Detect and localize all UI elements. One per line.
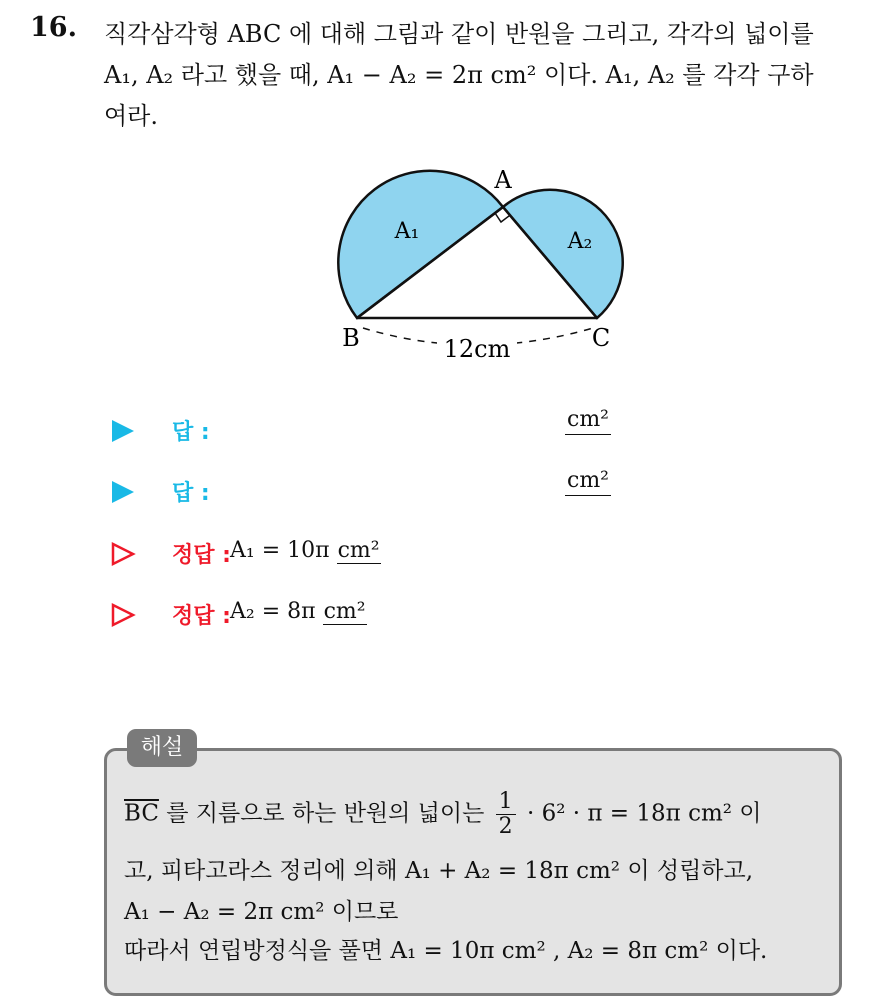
label-c: C — [591, 324, 611, 352]
answer-blank-unit: cm² — [565, 407, 611, 435]
answer-row-1 — [110, 407, 610, 449]
label-b: B — [342, 324, 360, 352]
solution-row-1 — [110, 538, 380, 572]
question-line-3: 여라. — [104, 102, 158, 130]
label-bc-length: 12cm — [443, 335, 511, 363]
right-angle-mark — [495, 213, 509, 222]
explanation-badge: 해설 — [127, 729, 197, 767]
explanation-line-1 — [124, 790, 762, 839]
solution-row-2 — [110, 599, 366, 633]
explanation-line-1b: · 6² · π = 18π cm² 이 — [526, 800, 762, 827]
fraction-one-half — [496, 790, 516, 839]
play-marker-icon — [110, 418, 136, 444]
outline-triangle-marker-icon — [110, 602, 136, 628]
answer-blank-unit: cm² — [565, 468, 611, 496]
solution-a2 — [230, 599, 367, 624]
segment-bc: $\overline{BC}$ — [124, 800, 159, 827]
solution-label: 정답 : — [172, 604, 231, 629]
solution-unit: cm² — [323, 599, 366, 624]
solution-a2-value: A₂ = 8π — [230, 599, 316, 624]
question-line-1: 직각삼각형 ABC 에 대해 그림과 같이 반원을 그리고, 각각의 넓이를 — [104, 20, 814, 48]
explanation-line-3: A₁ − A₂ = 2π cm² 이므로 — [124, 899, 399, 925]
label-a: A — [494, 166, 512, 194]
fraction-numerator: 1 — [496, 790, 516, 815]
explanation-line-1a: 를 지름으로 하는 반원의 넓이는 — [166, 800, 485, 827]
label-a1: A₁ — [394, 219, 420, 244]
explanation-line-4: 따라서 연립방정식을 풀면 A₁ = 10π cm² , A₂ = 8π cm² 이다. — [124, 938, 768, 964]
fraction-denominator: 2 — [498, 814, 513, 840]
question-number: 16. — [30, 12, 77, 43]
solution-a1-value: A₁ = 10π — [230, 538, 330, 563]
solution-a1 — [230, 538, 381, 563]
answer-label: 답 : — [172, 481, 210, 506]
play-marker-icon — [110, 479, 136, 505]
outline-triangle-marker-icon — [110, 541, 136, 567]
semicircle-figure — [325, 158, 645, 368]
solution-unit: cm² — [337, 538, 380, 563]
question-line-2: A₁, A₂ 라고 했을 때, A₁ − A₂ = 2π cm² 이다. A₁, A₂ 를 각각 구하 — [104, 61, 814, 89]
semicircle-a2 — [503, 190, 623, 318]
answer-row-2 — [110, 468, 610, 510]
semicircle-a1 — [338, 171, 503, 318]
solution-label: 정답 : — [172, 543, 231, 568]
label-a2: A₂ — [567, 229, 593, 254]
answer-label: 답 : — [172, 420, 210, 445]
explanation-line-2: 고, 피타고라스 정리에 의해 A₁ + A₂ = 18π cm² 이 성립하고, — [124, 858, 754, 884]
